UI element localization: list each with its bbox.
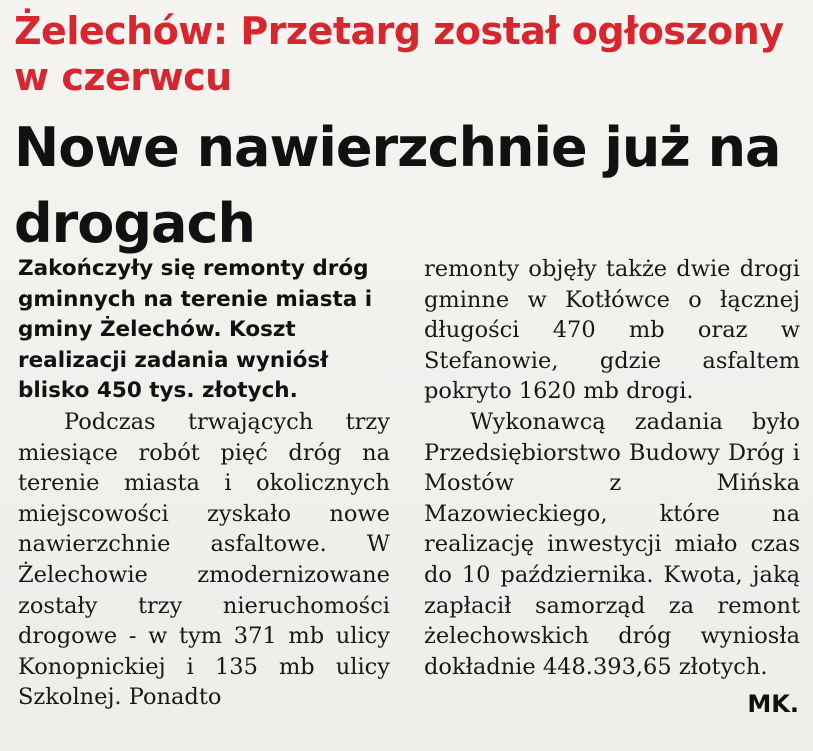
article-lead: Zakończyły się remonty dróg gminnych na terenie miasta i gminy Żelechów. Koszt realizacji zadania wyniósł blisko 450 tys. złotych. bbox=[18, 256, 373, 404]
article-paragraph-1-continued: remonty objęły także dwie drogi gminne w Kotłówce o łącznej długości 470 mb oraz w Stefanowie, gdzie asfaltem pokryto 1620 mb drogi. bbox=[424, 256, 800, 405]
article-kicker: Żelechów: Przetarg został ogłoszony w czerwcu bbox=[14, 9, 784, 99]
article-headline: Nowe nawierzchnie już na drogach bbox=[14, 116, 781, 255]
article-paragraph-2: Wykonawcą zadania było Przedsiębiorstwo Budowy Dróg i Mostów z Mińska Mazowieckiego, które na realizację inwestycji miało czas do 10 października. Kwota, jaką zapłacił samorząd za remont żelechowskich dróg wyniosła dokładnie 448.393,65 złotych. bbox=[424, 408, 800, 680]
column-left bbox=[18, 254, 390, 713]
article-paragraph-1: Podczas trwających trzy miesiące robót pięć dróg na terenie miasta i okolicznych miejscowości zyskało nowe nawierzchnie asfaltowe. W Żelechowie zmodernizowane zostały trzy nieruchomości drogowe - w tym 371 mb ulicy Konopnickiej i 135 mb ulicy Szkolnej. Ponadto bbox=[18, 408, 390, 711]
author-signature: MK. bbox=[747, 690, 799, 718]
column-right bbox=[424, 254, 800, 682]
